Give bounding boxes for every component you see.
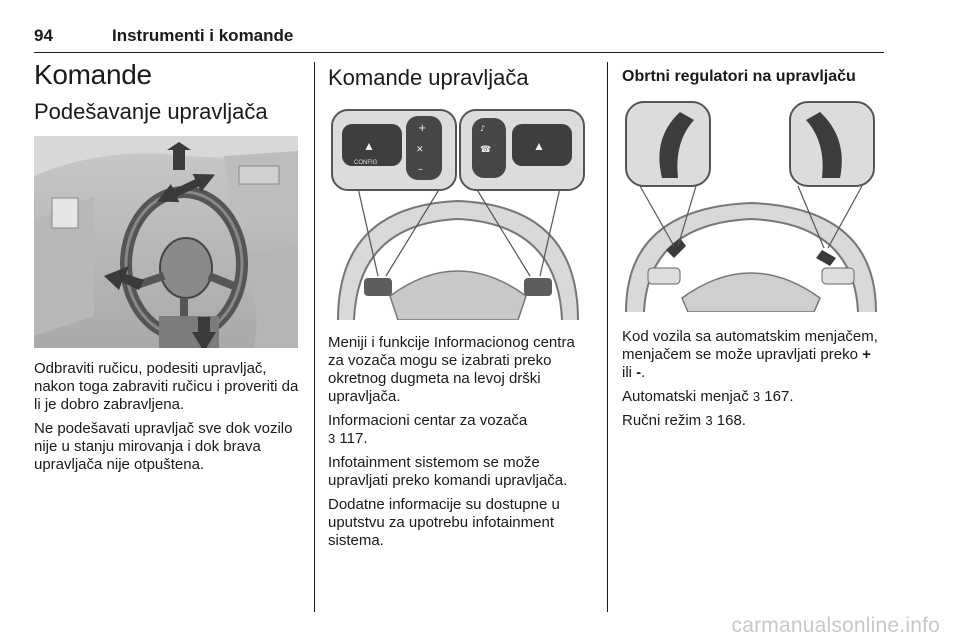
subsection-title: Podešavanje upravljača bbox=[34, 99, 268, 124]
column-2-text bbox=[328, 334, 592, 550]
page-ref[interactable]: 168. bbox=[716, 412, 746, 429]
svg-text:–: – bbox=[418, 164, 423, 175]
subsection-title: Komande upravljača bbox=[328, 65, 529, 90]
ref-text: Informacioni centar za vozača bbox=[328, 412, 528, 429]
page-number: 94 bbox=[34, 26, 53, 45]
paragraph bbox=[622, 412, 884, 430]
svg-text:▲: ▲ bbox=[533, 139, 545, 153]
svg-text:▲: ▲ bbox=[363, 139, 375, 153]
page-ref[interactable]: 117. bbox=[339, 430, 368, 447]
column-divider bbox=[607, 62, 608, 612]
column-3-text bbox=[622, 328, 884, 430]
paragraph: Odbraviti ručicu, podesiti upravljač, nakon toga zabraviti ručicu i proveriti da li je dobro zabravljena. bbox=[34, 360, 299, 413]
column-3 bbox=[622, 58, 884, 436]
steering-adjust-figure bbox=[34, 136, 298, 348]
column-divider bbox=[314, 62, 315, 612]
paragraph: Infotainment sistemom se može upravljati preko komandi upravljača. bbox=[328, 454, 568, 489]
minus-symbol: - bbox=[636, 364, 642, 381]
svg-text:♪: ♪ bbox=[480, 124, 486, 133]
paragraph: Dodatne informacije su dostupne u uputstvu za upotrebu infotainment sistema. bbox=[328, 496, 560, 549]
steering-controls-figure bbox=[328, 106, 588, 320]
ref-text: Automatski menjač bbox=[622, 388, 749, 405]
period: . bbox=[641, 364, 646, 381]
column-2 bbox=[328, 58, 592, 556]
page-ref-icon: 3 bbox=[705, 413, 713, 428]
config-label: CONFIG bbox=[354, 160, 378, 166]
paragraph bbox=[622, 328, 884, 382]
column-1-text bbox=[34, 360, 302, 474]
page-header bbox=[34, 26, 884, 53]
paddle-shifters-figure bbox=[622, 98, 880, 312]
subsection-title: Obrtni regulatori na upravljaču bbox=[622, 68, 856, 85]
ref-text: Ručni režim bbox=[622, 412, 702, 429]
page-ref[interactable]: 167. bbox=[764, 388, 794, 405]
paragraph-text: Kod vozila sa automatskim menjačem, menjačem se može upravljati preko bbox=[622, 328, 878, 363]
running-title: Instrumenti i komande bbox=[112, 26, 294, 45]
paragraph bbox=[622, 388, 884, 406]
page-ref-icon: 3 bbox=[752, 389, 761, 404]
plus-symbol: + bbox=[862, 346, 871, 363]
watermark: carmanualsonline.info bbox=[731, 614, 940, 637]
paragraph: Meniji i funkcije Informacionog centra za vozača mogu se izabrati preko okretnog dugmeta na levoj drški upravljača. bbox=[328, 334, 575, 405]
page-ref-icon: 3 bbox=[328, 431, 336, 446]
or-word: ili bbox=[622, 364, 632, 381]
svg-text:+: + bbox=[418, 123, 427, 134]
column-1 bbox=[34, 58, 302, 480]
svg-text:☎: ☎ bbox=[480, 145, 492, 155]
paragraph bbox=[328, 412, 592, 448]
section-title: Komande bbox=[34, 59, 152, 90]
svg-text:✕: ✕ bbox=[416, 145, 424, 155]
paragraph: Ne podešavati upravljač sve dok vozilo nije u stanju mirovanja i dok brava upravljača nije otpuštena. bbox=[34, 420, 293, 473]
